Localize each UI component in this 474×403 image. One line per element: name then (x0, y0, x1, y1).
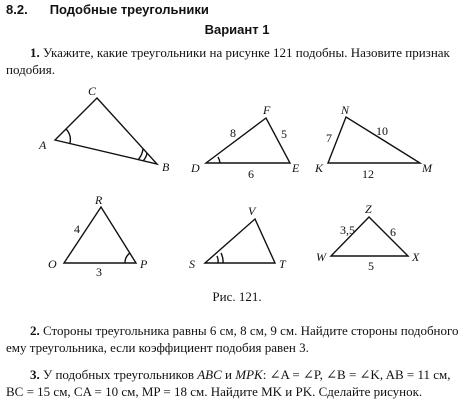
figure-caption: Рис. 121. (212, 289, 262, 304)
angle-arc-b-inner (143, 153, 147, 161)
task-3-number: 3. (30, 367, 40, 382)
side-fe: 5 (281, 127, 287, 141)
vertex-w: W (316, 250, 326, 264)
angle-arc-s-outer (221, 253, 223, 263)
task-1-text: Укажите, какие треугольники на рисунке 121 подобны. Назовите признак подобия. (6, 45, 450, 77)
vertex-x: X (412, 250, 420, 264)
variant-title: Вариант 1 (204, 22, 270, 37)
task-3 (6, 366, 468, 400)
vertex-z: Z (365, 202, 372, 216)
side-kn: 7 (326, 131, 332, 145)
vertex-p: P (140, 257, 148, 271)
task-1-number: 1. (30, 45, 40, 60)
vertex-t: T (279, 257, 286, 271)
angle-arc-d (218, 157, 220, 163)
vertex-k: K (315, 161, 324, 175)
vertex-d: D (191, 161, 200, 175)
task-3-triangle-2: MPK (235, 367, 263, 382)
side-nm: 10 (376, 124, 388, 138)
angle-arc-s-inner (217, 256, 218, 263)
section-title: Подобные треугольники (49, 2, 209, 17)
vertex-o: O (48, 257, 57, 271)
side-de: 6 (248, 167, 254, 181)
angle-arc-p (125, 253, 130, 263)
vertex-m: M (422, 161, 432, 175)
side-df: 8 (230, 126, 236, 140)
side-zx: 6 (390, 225, 396, 239)
task-2-text: Стороны треугольника равны 6 см, 8 см, 9 см. Найдите стороны подобного ему треугольника, если коэффициент подобия равен 3. (6, 323, 459, 355)
vertex-f: F (263, 103, 271, 117)
side-or: 4 (74, 222, 80, 236)
vertex-r: R (95, 193, 103, 207)
vertex-e: E (292, 161, 300, 175)
side-wz: 3,5 (340, 223, 355, 237)
angle-arc-a (66, 129, 70, 143)
vertex-c: C (88, 84, 97, 98)
angle-arc-b-outer (138, 149, 143, 160)
section-number: 8.2. (6, 2, 28, 17)
task-2-number: 2. (30, 323, 40, 338)
vertex-a: A (39, 138, 47, 152)
triangle-stv (205, 219, 275, 263)
side-op: 3 (96, 265, 102, 279)
triangle-def (206, 118, 290, 163)
vertex-n: N (341, 103, 350, 117)
triangle-kmn (328, 117, 420, 163)
task-3-conjunction: и (225, 367, 232, 382)
task-3-text-end: : ∠A = ∠P, ∠B = ∠K, AB = 11 см, BC = 15 см, CA = 10 см, MP = 18 см. Найдите MK и PK. Сделайте рисунок. (6, 367, 451, 399)
task-2 (6, 322, 468, 356)
vertex-b: B (162, 160, 170, 174)
task-3-triangle-1: ABC (197, 367, 222, 382)
vertex-v: V (248, 204, 256, 218)
side-wx: 5 (368, 259, 374, 273)
side-km: 12 (362, 167, 374, 181)
task-3-text-start: У подобных треугольников (43, 367, 194, 382)
vertex-s: S (189, 257, 195, 271)
